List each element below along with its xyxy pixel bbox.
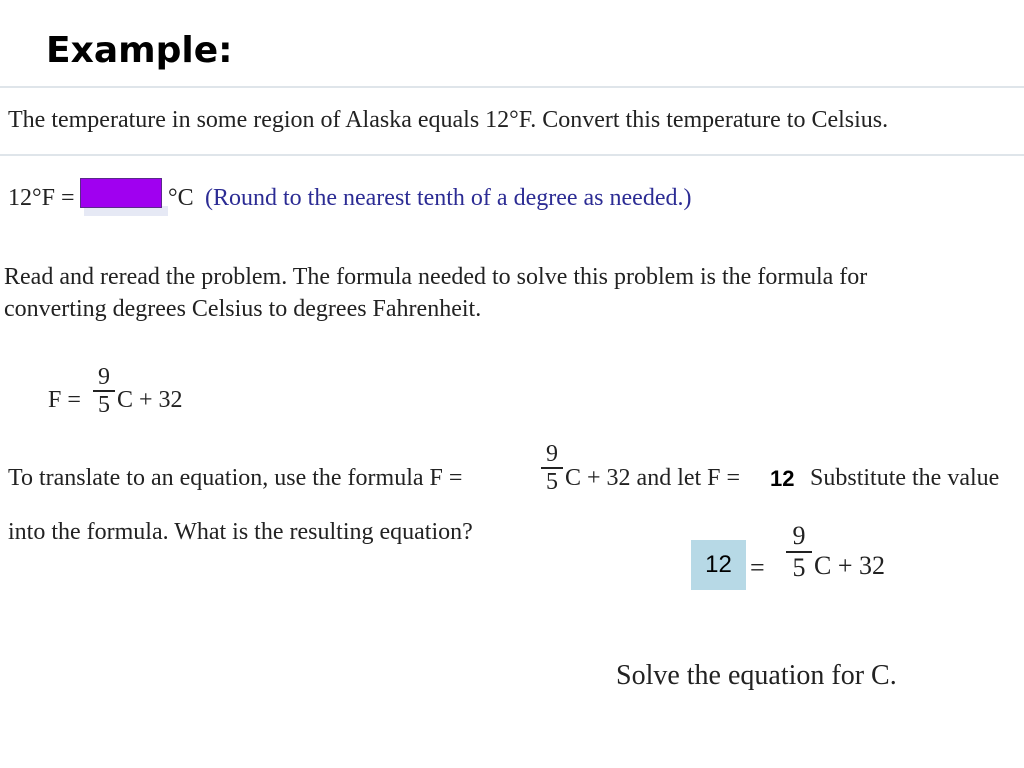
f-value: 12: [770, 466, 795, 491]
translate-line-2: into the formula. What is the resulting equation?: [8, 519, 473, 545]
instruction-line-2: converting degrees Celsius to degrees Fahrenheit.: [4, 296, 482, 322]
equation-numerator: 9: [792, 521, 806, 550]
problem-text: The temperature in some region of Alaska equals 12°F. Convert this temperature to Celsius.: [8, 107, 889, 133]
formula-denominator: 5: [98, 391, 110, 418]
equation-lhs-highlight: 12: [691, 540, 746, 590]
instruction-line-1: Read and reread the problem. The formula needed to solve this problem is the formula for: [4, 264, 868, 290]
translate-text-2: C + 32 and let F =: [565, 465, 741, 491]
solve-instruction: Solve the equation for C.: [616, 660, 897, 691]
equation-equals: =: [750, 553, 765, 582]
translate-text-1: To translate to an equation, use the formula F =: [8, 465, 463, 491]
formula-numerator: 9: [98, 364, 110, 390]
translate-denominator: 5: [546, 468, 558, 495]
divider: [0, 86, 1024, 88]
answer-unit: °C: [168, 185, 194, 211]
equation-fraction: [786, 521, 812, 583]
formula-fraction: [93, 364, 115, 418]
translate-numerator: 9: [546, 441, 558, 467]
translate-fraction: [541, 441, 563, 495]
rounding-hint: (Round to the nearest tenth of a degree as needed.): [205, 185, 692, 211]
formula-rhs: C + 32: [117, 387, 183, 413]
page-title: Example:: [46, 30, 233, 71]
divider: [0, 154, 1024, 156]
equation-rhs: C + 32: [814, 551, 886, 580]
formula-lhs: F =: [48, 387, 81, 413]
equation-denominator: 5: [792, 552, 806, 582]
translate-text-3: Substitute the value: [810, 465, 1000, 491]
answer-label: 12°F =: [8, 185, 75, 211]
answer-input[interactable]: [80, 178, 162, 208]
